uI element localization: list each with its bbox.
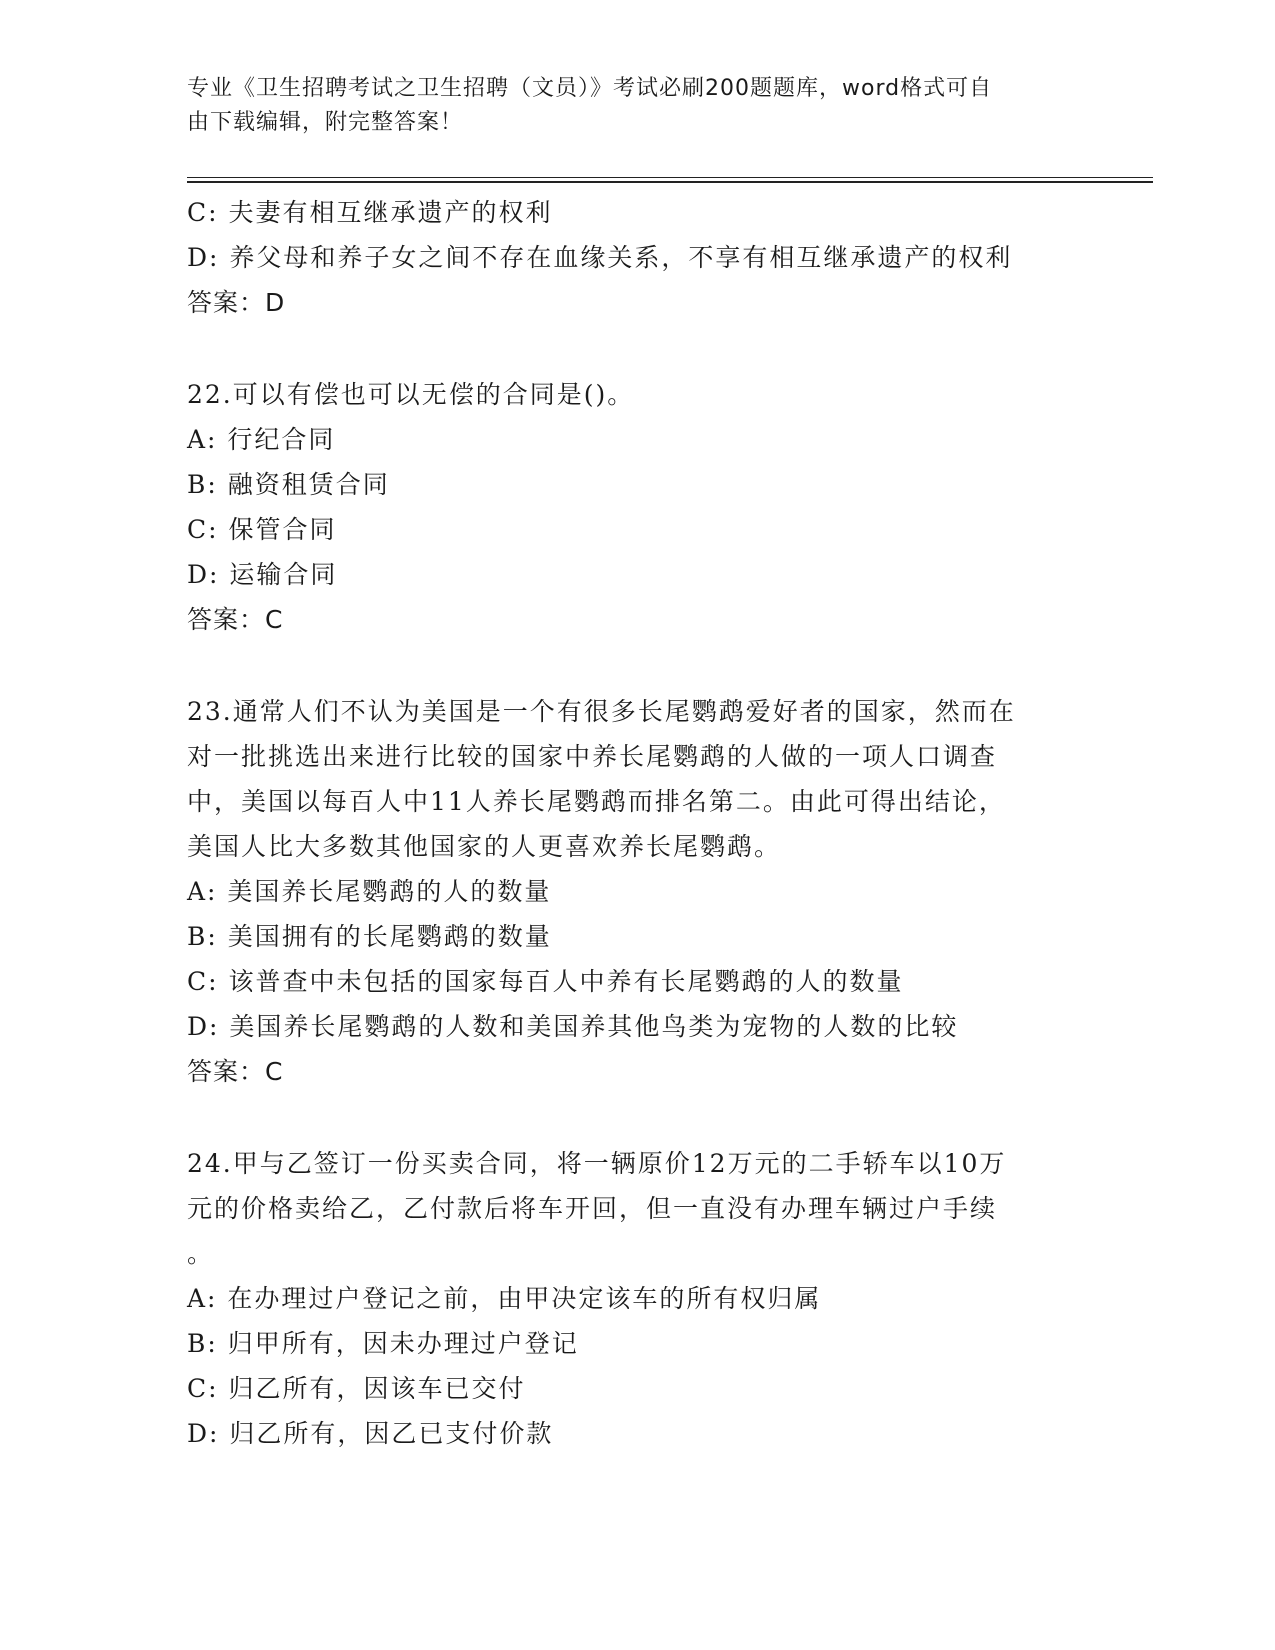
option-a: A: 美国养长尾鹦鹉的人的数量 <box>187 877 552 906</box>
question-stem: 美国人比大多数其他国家的人更喜欢养长尾鹦鹉。 <box>187 832 782 861</box>
option-d: D: 归乙所有，因乙已支付价款 <box>187 1419 554 1448</box>
question-stem: 23.通常人们不认为美国是一个有很多长尾鹦鹉爱好者的国家，然而在 <box>187 697 1016 726</box>
option-c: C: 该普查中未包括的国家每百人中养有长尾鹦鹉的人的数量 <box>187 967 904 996</box>
prev-question-block <box>187 190 1087 325</box>
option-d: D: 养父母和养子女之间不存在血缘关系，不享有相互继承遗产的权利 <box>187 243 1013 272</box>
option-b: B: 融资租赁合同 <box>187 470 390 499</box>
answer-line: 答案：C <box>187 1057 284 1086</box>
option-a: A: 在办理过户登记之前，由甲决定该车的所有权归属 <box>187 1284 822 1313</box>
spacer <box>187 1094 1087 1141</box>
option-d: D: 运输合同 <box>187 560 338 589</box>
question-stem: 24.甲与乙签订一份买卖合同，将一辆原价12万元的二手轿车以10万 <box>187 1149 1007 1178</box>
header-divider-thick <box>187 181 1153 183</box>
header-line-1: 专业《卫生招聘考试之卫生招聘（文员）》考试必刷200题题库，word格式可自 <box>187 76 993 101</box>
question-24 <box>187 1141 1087 1456</box>
spacer <box>187 642 1087 689</box>
spacer <box>187 325 1087 372</box>
header-divider-thin <box>187 177 1153 178</box>
question-stem: 元的价格卖给乙，乙付款后将车开回，但一直没有办理车辆过户手续 <box>187 1194 998 1223</box>
question-stem: 。 <box>187 1239 215 1268</box>
option-d: D: 美国养长尾鹦鹉的人数和美国养其他鸟类为宠物的人数的比较 <box>187 1012 959 1041</box>
option-c: C: 保管合同 <box>187 515 337 544</box>
answer-line: 答案：C <box>187 605 284 634</box>
option-c: C: 归乙所有，因该车已交付 <box>187 1374 526 1403</box>
question-stem: 对一批挑选出来进行比较的国家中养长尾鹦鹉的人做的一项人口调查 <box>187 742 998 771</box>
question-22 <box>187 372 1087 642</box>
option-b: B: 归甲所有，因未办理过户登记 <box>187 1329 579 1358</box>
question-stem: 中，美国以每百人中11人养长尾鹦鹉而排名第二。由此可得出结论， <box>187 787 1006 816</box>
question-stem: 22.可以有偿也可以无偿的合同是()。 <box>187 380 635 409</box>
header-line-2: 由下载编辑，附完整答案！ <box>187 110 464 135</box>
document-header <box>187 72 1067 140</box>
question-23 <box>187 689 1087 1094</box>
question-content <box>187 190 1087 1456</box>
option-c: C: 夫妻有相互继承遗产的权利 <box>187 198 553 227</box>
option-b: B: 美国拥有的长尾鹦鹉的数量 <box>187 922 552 951</box>
option-a: A: 行纪合同 <box>187 425 336 454</box>
answer-line: 答案：D <box>187 288 286 317</box>
